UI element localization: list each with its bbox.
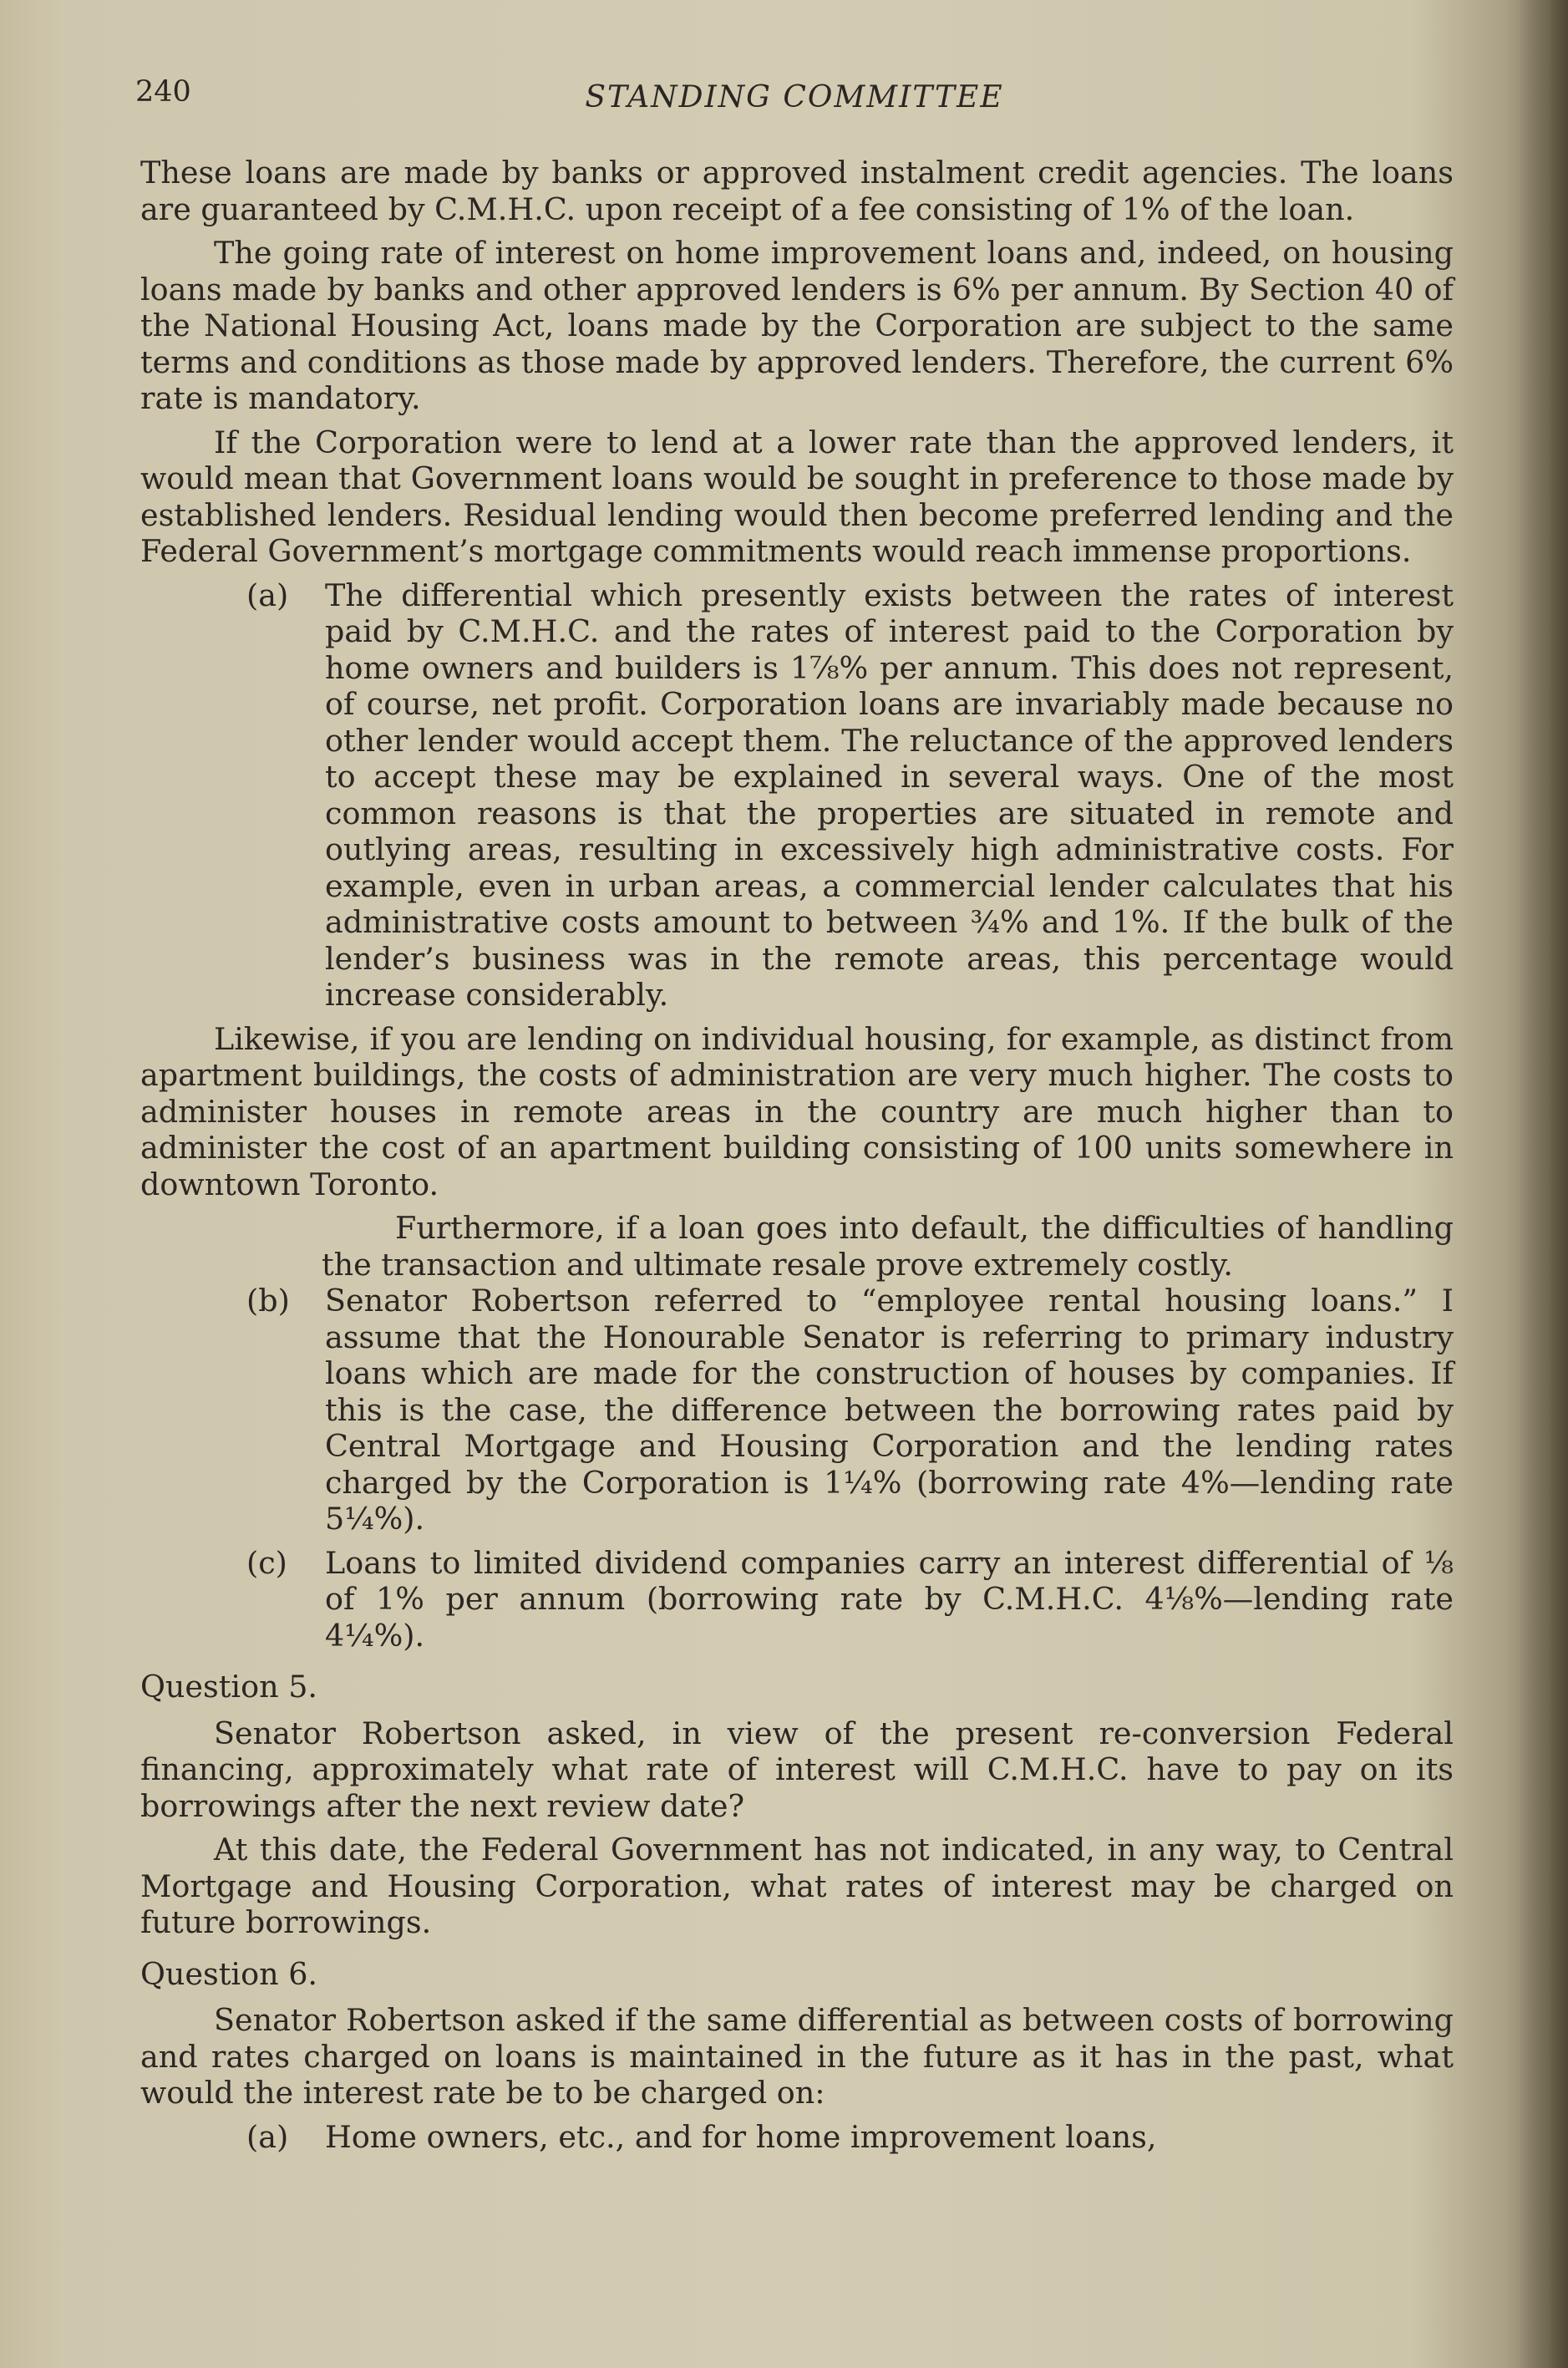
list-item-text: The differential which presently exists between the rates of interest paid by C.M.H.C. and the rates of interest paid to the Corporation by home owners and builders is 1⅞% per annum. This does not represent, of course, net profit. Corporation loans are invariably made because no other lender would accept them. The reluctance of the approved lenders to accept these may be explained in several ways. One of the most common reasons is that the properties are situated in remote and outlying areas, resulting in excessively high administrative costs. For example, even in urban areas, a commercial lender calculates that his administrative costs amount to between ¾% and 1%. If the bulk of the lender’s business was in the remote areas, this percentage would increase considerably. — [325, 577, 1454, 1013]
page-body — [140, 155, 1454, 2162]
list-item-text: Senator Robertson referred to “employee rental housing loans.” I assume that the Honourable Senator is referring to primary industry loans which are made for the construction of houses by companies. If this is the case, the difference between the borrowing rates paid by Central Mortgage and Housing Corporation and the lending rates charged by the Corporation is 1¼% (borrowing rate 4%—lending rate 5¼%). — [325, 1283, 1454, 1537]
list-item-c — [246, 1545, 1454, 1654]
paragraph: Senator Robertson asked, in view of the present re-conversion Federal financing, approximately what rate of interest will C.M.H.C. have to pay on its borrowings after the next review date? — [140, 1715, 1454, 1824]
list-item-a — [246, 577, 1454, 1014]
list-item-text: Loans to limited dividend companies carry an interest differential of ⅛ of 1% per annum (borrowing rate by C.M.H.C. 4⅛%—lending rate 4¼%). — [325, 1544, 1454, 1654]
page-number: 240 — [135, 75, 191, 109]
list-item-label: (a) — [246, 577, 289, 613]
paragraph: Likewise, if you are lending on individual housing, for example, as distinct from apartment buildings, the costs of administration are very much higher. The costs to administer houses in remote areas in the country are much higher than to administer the cost of an apartment building consisting of 100 units somewhere in downtown Toronto. — [140, 1020, 1454, 1202]
paragraph: Senator Robertson asked if the same differential as between costs of borrowing and rates charged on loans is maintained in the future as it has in the past, what would the interest rate be to be charged on: — [140, 2002, 1454, 2111]
question-heading: Question 6. — [140, 1955, 318, 1992]
question-heading: Question 5. — [140, 1669, 318, 1705]
page-header — [135, 75, 1454, 125]
paragraph: These loans are made by banks or approved instalment credit agencies. The loans are guaranteed by C.M.H.C. upon receipt of a fee consisting of 1% of the loan. — [140, 155, 1454, 227]
list-item-b — [246, 1283, 1454, 1537]
paragraph: Furthermore, if a loan goes into default, the difficulties of handling the transaction and ultimate resale prove extremely costly. — [322, 1210, 1454, 1283]
page-binding-shadow — [1518, 0, 1568, 2368]
list-item-q6-a — [246, 2119, 1454, 2156]
paragraph: At this date, the Federal Government has not indicated, in any way, to Central Mortgage and Housing Corporation, what rates of interest may be charged on future borrowings. — [140, 1832, 1454, 1940]
list-item-label: (b) — [246, 1283, 290, 1319]
running-title: STANDING COMMITTEE — [585, 80, 1004, 114]
list-item-text: Home owners, etc., and for home improvement loans, — [325, 2118, 1157, 2155]
list-item-label: (a) — [246, 2118, 289, 2155]
paragraph: The going rate of interest on home improvement loans and, indeed, on housing loans made by banks and other approved lenders is 6% per annum. By Section 40 of the National Housing Act, loans made by the Corporation are subject to the same terms and conditions as those made by approved lenders. Therefore, the current 6% rate is mandatory. — [140, 235, 1454, 416]
paragraph: If the Corporation were to lend at a lower rate than the approved lenders, it would mean that Government loans would be sought in preference to those made by established lenders. Residual lending would then become preferred lending and the Federal Government’s mortgage commitments would reach immense proportions. — [140, 424, 1454, 569]
list-item-label: (c) — [246, 1544, 287, 1581]
